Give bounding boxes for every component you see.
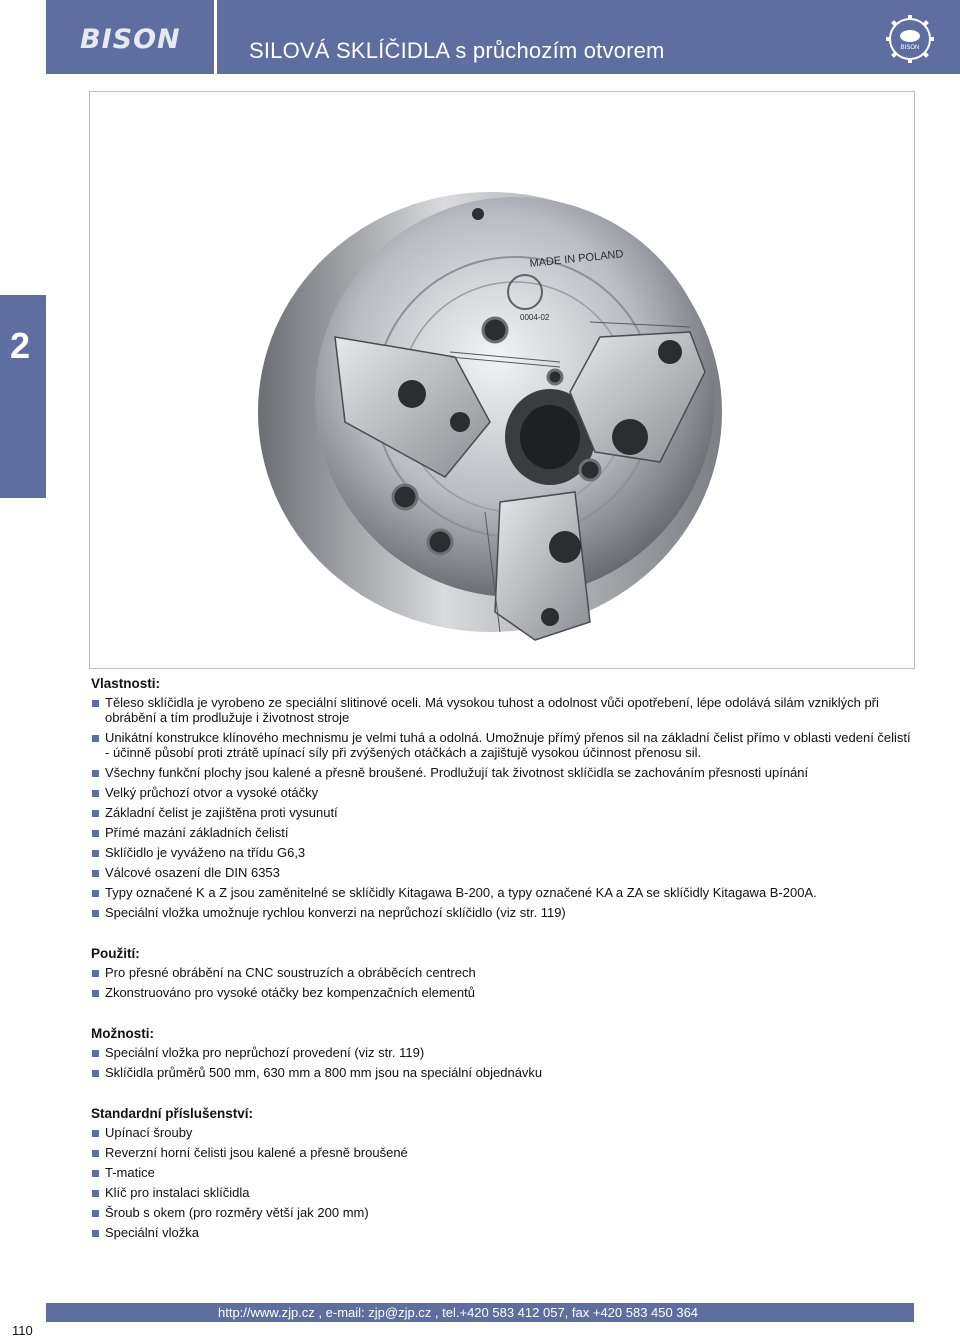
page-title: SILOVÁ SKLÍČIDLA s průchozím otvorem: [249, 38, 665, 63]
list-item: Speciální vložka pro neprůchozí provedení (viz str. 119): [91, 1045, 911, 1060]
list-item: Zkonstruováno pro vysoké otáčky bez kompenzačních elementů: [91, 985, 911, 1000]
list-item: Upínací šrouby: [91, 1125, 911, 1140]
chapter-number: 2: [10, 325, 31, 366]
jaw-bottom: [495, 492, 590, 640]
list-item: Všechny funkční plochy jsou kalené a přesně broušené. Prodlužují tak životnost sklíčidla se zachováním přesnosti upínání: [91, 765, 911, 780]
header-logo-panel: [46, 0, 214, 74]
serial-label: 0004-02: [520, 313, 550, 322]
section-vlastnosti: [91, 676, 911, 920]
footer-contact-bar: [46, 1303, 914, 1322]
list-item: Základní čelist je zajištěna proti vysunutí: [91, 805, 911, 820]
list-item: Speciální vložka umožnuje rychlou konverzi na neprůchozí sklíčidlo (viz str. 119): [91, 905, 911, 920]
section-standardni-prislusenstvi: [91, 1106, 911, 1240]
section-moznosti: [91, 1026, 911, 1080]
list-item: T-matice: [91, 1165, 911, 1180]
section-pouziti: [91, 946, 911, 1000]
svg-text:BISON: BISON: [900, 45, 920, 51]
list-item: Šroub s okem (pro rozměry větší jak 200 mm): [91, 1205, 911, 1220]
list-item: Sklíčidlo je vyváženo na třídu G6,3: [91, 845, 911, 860]
bullet-list: [91, 965, 911, 1000]
bullet-list: [91, 1125, 911, 1240]
content-area: [91, 676, 911, 1266]
bison-logo: BISON: [80, 24, 181, 55]
chapter-tab: [0, 295, 46, 498]
power-chuck-image: [90, 92, 914, 668]
made-in-label: MADE IN POLAND: [529, 248, 624, 270]
section-title: Použití:: [91, 946, 140, 961]
list-item: Typy označené K a Z jsou zaměnitelné se sklíčidly Kitagawa B-200, a typy označené KA a ZA se sklíčidly Kitagawa B-200A.: [91, 885, 911, 900]
list-item: Těleso sklíčidla je vyrobeno ze speciální slitinové oceli. Má vysokou tuhost a odolnost vůči opotřebení, lépe odolává silám vzniklých při obrábění a tím prodlužuje i životnost stroje: [91, 695, 911, 725]
bullet-list: [91, 695, 911, 920]
list-item: Velký průchozí otvor a vysoké otáčky: [91, 785, 911, 800]
list-item: Reverzní horní čelisti jsou kalené a přesně broušené: [91, 1145, 911, 1160]
list-item: Válcové osazení dle DIN 6353: [91, 865, 911, 880]
bison-gear-emblem-icon: [884, 12, 936, 64]
footer-contact[interactable]: http://www.zjp.cz , e-mail: zjp@zjp.cz , tel.+420 583 412 057, fax +420 583 450 364: [218, 1305, 699, 1320]
section-title: Standardní příslušenství:: [91, 1106, 254, 1121]
section-title: Vlastnosti:: [91, 676, 161, 691]
list-item: Speciální vložka: [91, 1225, 911, 1240]
list-item: Pro přesné obrábění na CNC soustruzích a obráběcích centrech: [91, 965, 911, 980]
list-item: Unikátní konstrukce klínového mechnismu je velmi tuhá a odolná. Umožnuje přímý přenos sil na základní čelist přímo v oblasti vedení čelistí - účinně působí proti ztrátě upínací síly při zvýšených otáčkách a zajištujě vysokou účinnost přenosu sil.: [91, 730, 911, 760]
list-item: Sklíčidla průměrů 500 mm, 630 mm a 800 mm jsou na speciální objednávku: [91, 1065, 911, 1080]
bullet-list: [91, 1045, 911, 1080]
header-title-bar: [217, 0, 960, 74]
list-item: Klíč pro instalaci sklíčidla: [91, 1185, 911, 1200]
product-photo-frame: [89, 91, 915, 669]
page-number: 110: [12, 1323, 33, 1338]
list-item: Přímé mazání základních čelistí: [91, 825, 911, 840]
section-title: Možnosti:: [91, 1026, 154, 1041]
